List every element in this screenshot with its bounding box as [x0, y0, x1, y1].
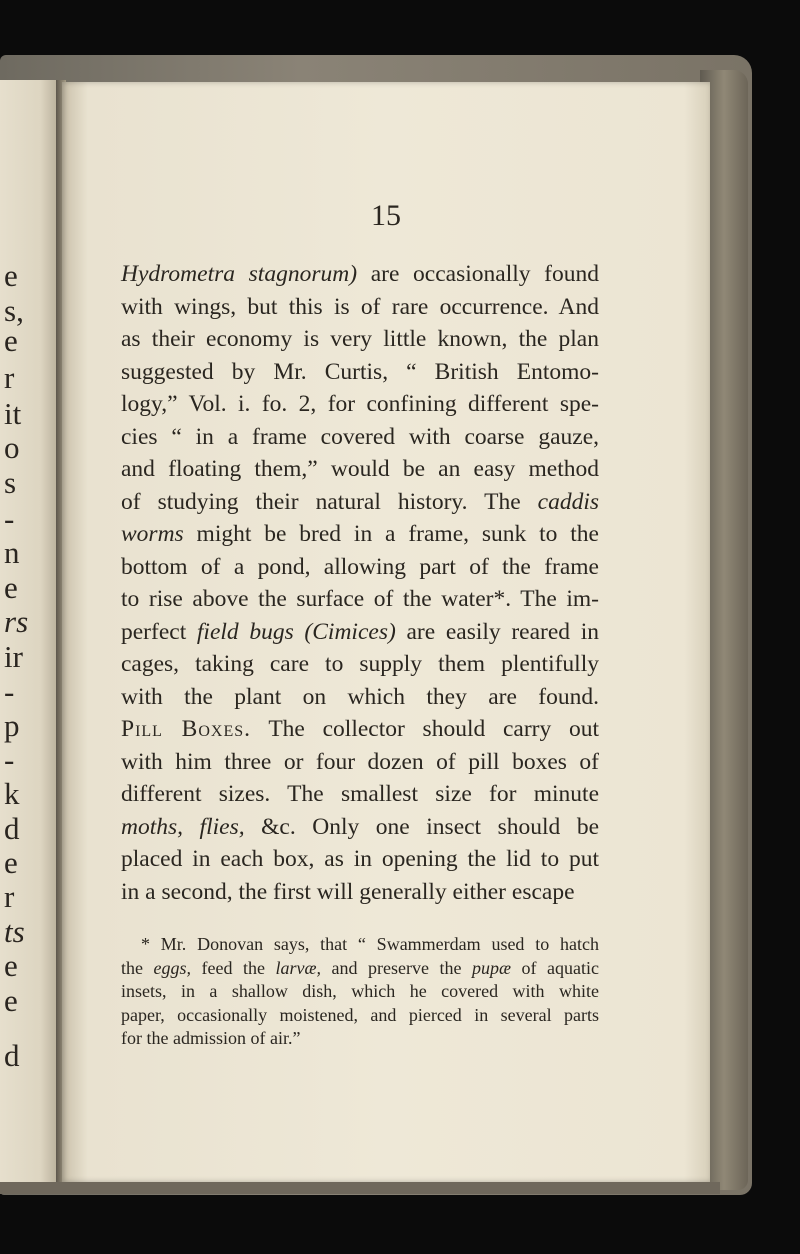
text-line [121, 388, 599, 421]
text-line [121, 713, 599, 746]
left-page-fragment: e [4, 983, 18, 1018]
left-page-fragment: e [4, 570, 18, 605]
text-line [121, 746, 599, 779]
text-line [121, 291, 599, 324]
text-line [121, 583, 599, 616]
text-line [121, 356, 599, 389]
text-segment: with the plant on which they are found. [121, 683, 599, 710]
text-segment: Pill Boxes. [121, 716, 252, 742]
left-page-fragment: ts [4, 914, 25, 949]
text-line [121, 486, 599, 519]
text-line [121, 421, 599, 454]
text-line [121, 616, 599, 649]
left-page-fragment: d [4, 811, 20, 846]
text-segment: caddis [537, 488, 599, 515]
left-page-fragment: n [4, 535, 20, 570]
text-line [121, 648, 599, 681]
left-page-fragment: rs [4, 604, 29, 639]
text-segment: with wings, but this is of rare occurrence. And [121, 293, 599, 320]
text-segment: paper, occasionally moistened, and pierced in several parts [121, 1004, 599, 1025]
text-segment: placed in each box, as in opening the lid to put [121, 846, 599, 872]
text-segment: different sizes. The smallest size for minute [121, 781, 599, 807]
footnote-line [121, 1004, 599, 1028]
footnote-line [121, 957, 599, 981]
text-segment: field bugs (Cimices) [196, 618, 396, 645]
text-segment: the [121, 957, 154, 978]
text-segment: * Mr. Donovan says, that “ Swammerdam used to hatch [141, 934, 599, 954]
left-page-fragment: it [4, 396, 22, 431]
body-text [121, 258, 599, 908]
page-number: 15 [371, 199, 401, 232]
left-page-fragment: e [4, 323, 18, 358]
text-segment: insets, in a shallow dish, which he covered with white [121, 981, 599, 1001]
text-segment: and floating them,” would be an easy method [121, 456, 599, 482]
text-segment: feed the [191, 957, 276, 978]
left-page-fragment: s, [4, 293, 24, 328]
text-segment: and preserve the [321, 957, 472, 978]
left-page-fragment: ir [4, 639, 23, 674]
left-page-fragment: - [4, 501, 15, 536]
text-segment: perfect [121, 618, 197, 645]
text-segment: are easily reared in [395, 618, 599, 645]
book-page [62, 82, 710, 1182]
left-page-fragment: - [4, 674, 15, 709]
text-segment: in a second, the first will generally either escape [121, 878, 575, 905]
text-line [121, 551, 599, 584]
footnote-line [121, 980, 599, 1004]
text-line [121, 843, 599, 876]
left-page-fragment: e [4, 845, 18, 880]
footnote-line [121, 1027, 599, 1051]
text-line [121, 258, 599, 291]
text-segment: might be bred in a frame, sunk to the [183, 521, 599, 547]
left-page-fragment: r [4, 360, 15, 395]
text-line [121, 811, 599, 844]
left-page-fragment: r [4, 879, 15, 914]
left-page-margin [0, 80, 58, 1185]
text-segment: are occasionally found [357, 261, 599, 287]
text-segment: as their economy is very little known, the plan [121, 326, 599, 352]
left-page-fragment: k [4, 776, 20, 811]
left-page-fragment: p [4, 708, 20, 743]
text-segment: for the admission of air.” [121, 1028, 301, 1048]
text-segment: suggested by Mr. Curtis, “ British Entomo- [121, 358, 599, 385]
text-segment: worms [121, 521, 184, 547]
text-segment: &c. Only one insect should be [244, 813, 600, 840]
left-page-fragment: e [4, 258, 18, 293]
text-segment: The collector should carry out [251, 716, 599, 742]
text-segment: larvæ, [275, 957, 322, 978]
left-page-fragment: - [4, 742, 15, 777]
footnote [121, 933, 599, 1051]
left-page-fragment: d [4, 1038, 20, 1073]
text-segment: logy,” Vol. i. fo. 2, for confining different spe- [121, 391, 599, 417]
left-page-fragment: s [4, 465, 17, 500]
text-segment: bottom of a pond, allowing part of the frame [121, 553, 599, 580]
text-segment: moths, flies, [121, 813, 245, 840]
text-segment: pupæ [472, 957, 512, 978]
text-line [121, 681, 599, 714]
text-segment: with him three or four dozen of pill boxes of [121, 748, 599, 775]
book-cover-bottom [0, 1182, 720, 1194]
text-segment: Hydrometra stagnorum) [121, 261, 358, 287]
text-line [121, 323, 599, 356]
footnote-line [121, 933, 599, 957]
text-segment: of studying their natural history. The [121, 488, 538, 515]
left-page-fragment: o [4, 430, 20, 465]
text-line [121, 778, 599, 811]
text-segment: to rise above the surface of the water*. The im- [121, 586, 599, 612]
text-line [121, 518, 599, 551]
text-line [121, 453, 599, 486]
text-segment: cies “ in a frame covered with coarse gauze, [121, 423, 599, 450]
text-segment: of aquatic [511, 957, 599, 978]
text-line [121, 876, 599, 909]
text-segment: cages, taking care to supply them plentifully [121, 651, 599, 677]
text-segment: eggs, [153, 957, 191, 978]
left-page-fragment: e [4, 948, 18, 983]
